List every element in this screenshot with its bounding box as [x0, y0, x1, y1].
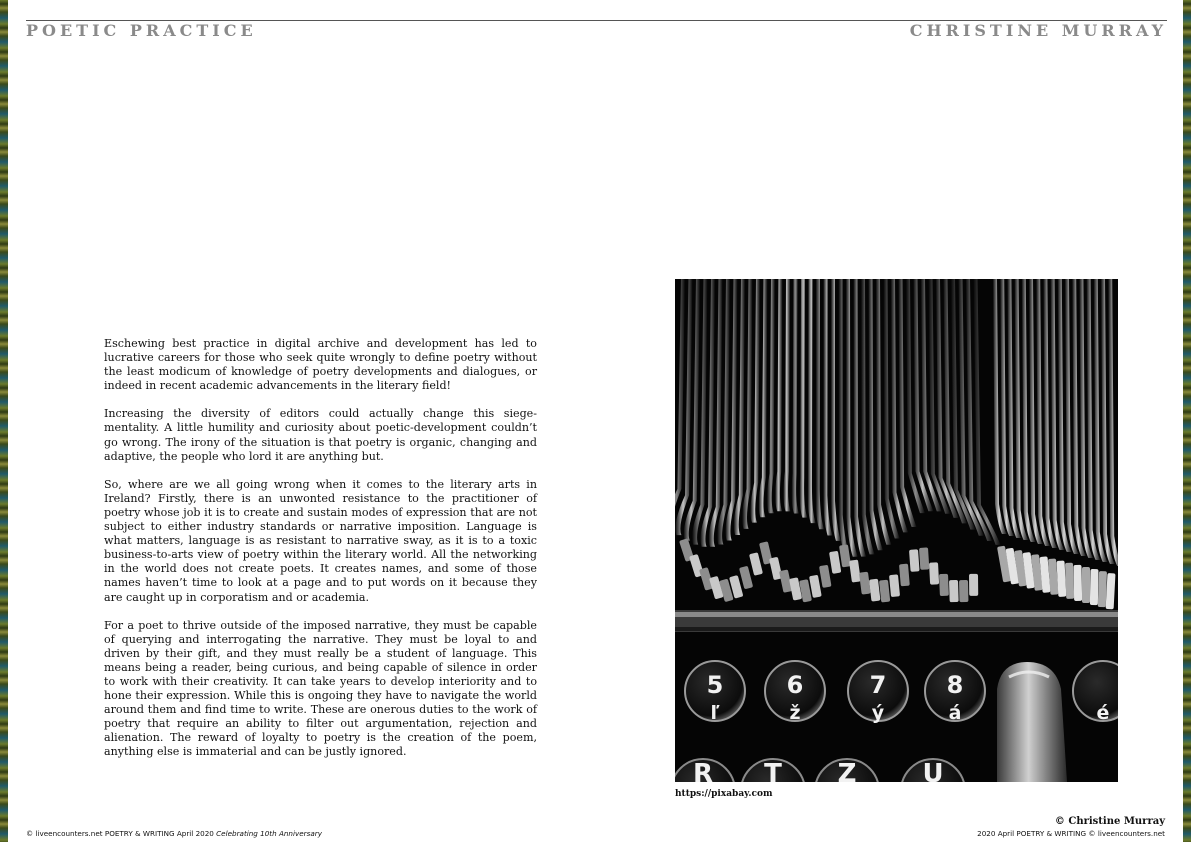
key-letter: é — [1096, 702, 1110, 724]
key-letter: R — [692, 759, 714, 782]
footer-left-text: © liveencounters.net POETRY & WRITING April 2020 — [26, 829, 217, 838]
footer-left — [26, 829, 322, 838]
paragraph: Increasing the diversity of editors could actually change this siege-mentality. A little humility and curiosity about poetic-development couldn’t go wrong. The irony of the situation is that poetry is organic, changing and adaptive, the people who lord it are anything but. — [104, 407, 537, 463]
key-letter: á — [948, 702, 962, 724]
section-title: POETIC PRACTICE — [26, 21, 257, 40]
key-letter: U — [922, 759, 944, 782]
paragraph: Eschewing best practice in digital archive and development has led to lucrative careers for those who seek quite wrongly to define poetry without the least modicum of knowledge of poetry developments and dialogues, or indeed in recent academic advancements in the literary field! — [104, 337, 537, 393]
article-body — [104, 337, 537, 774]
key-number: 7 — [869, 671, 887, 699]
paragraph: For a poet to thrive outside of the imposed narrative, they must be capable of querying and interrogating the narrative. They must be loyal to and driven by their gift, and they must really be a student of language. This means being a reader, being curious, and being capable of silence in order to work with their creativity. It can take years to develop interiority and to hone their expression. While this is ongoing they have to navigate the world around them and find time to write. These are onerous duties to the work of poetry that require an ability to filter out argumentation, rejection and alienation. The reward of loyalty to poetry is the creation of the poem, anything else is immaterial and can be justly ignored. — [104, 618, 537, 759]
key-letter: ž — [789, 702, 801, 724]
author-name: CHRISTINE MURRAY — [909, 21, 1167, 40]
paragraph: So, where are we all going wrong when it comes to the literary arts in Ireland? Firstly, there is an unwonted resistance to the practitioner of poetry whose job it is to create and sustain modes of expression that are not subject to either industry standards or narrative imposition. Language is what matters, language is as resistant to narrative sway, as it is to a toxic business-to-arts view of poetry within the literary world. All the networking in the world does not create poets. It creates names, and some of those names haven’t time to look at a page and to put words on it because they are caught up in corporatism and or academia. — [104, 477, 537, 604]
typewriter-photo — [675, 279, 1118, 782]
image-credit: https://pixabay.com — [675, 789, 773, 799]
copyright-line: © Christine Murray — [1054, 816, 1165, 827]
key-number: 6 — [786, 671, 804, 699]
key-letter: ý — [871, 702, 885, 724]
left-decorative-border — [0, 0, 8, 842]
footer-right: 2020 April POETRY & WRITING © liveencounters.net — [977, 829, 1165, 838]
thumb — [997, 662, 1067, 782]
key-number: 8 — [946, 671, 964, 699]
typewriter-illustration — [675, 279, 1118, 782]
key-number: 5 — [706, 671, 724, 699]
key-letter: ľ — [710, 702, 720, 724]
footer-left-italic: Celebrating 10th Anniversary — [216, 829, 322, 838]
key-letter: Z — [837, 759, 857, 782]
key-letter: T — [764, 759, 782, 782]
right-decorative-border — [1183, 0, 1191, 842]
